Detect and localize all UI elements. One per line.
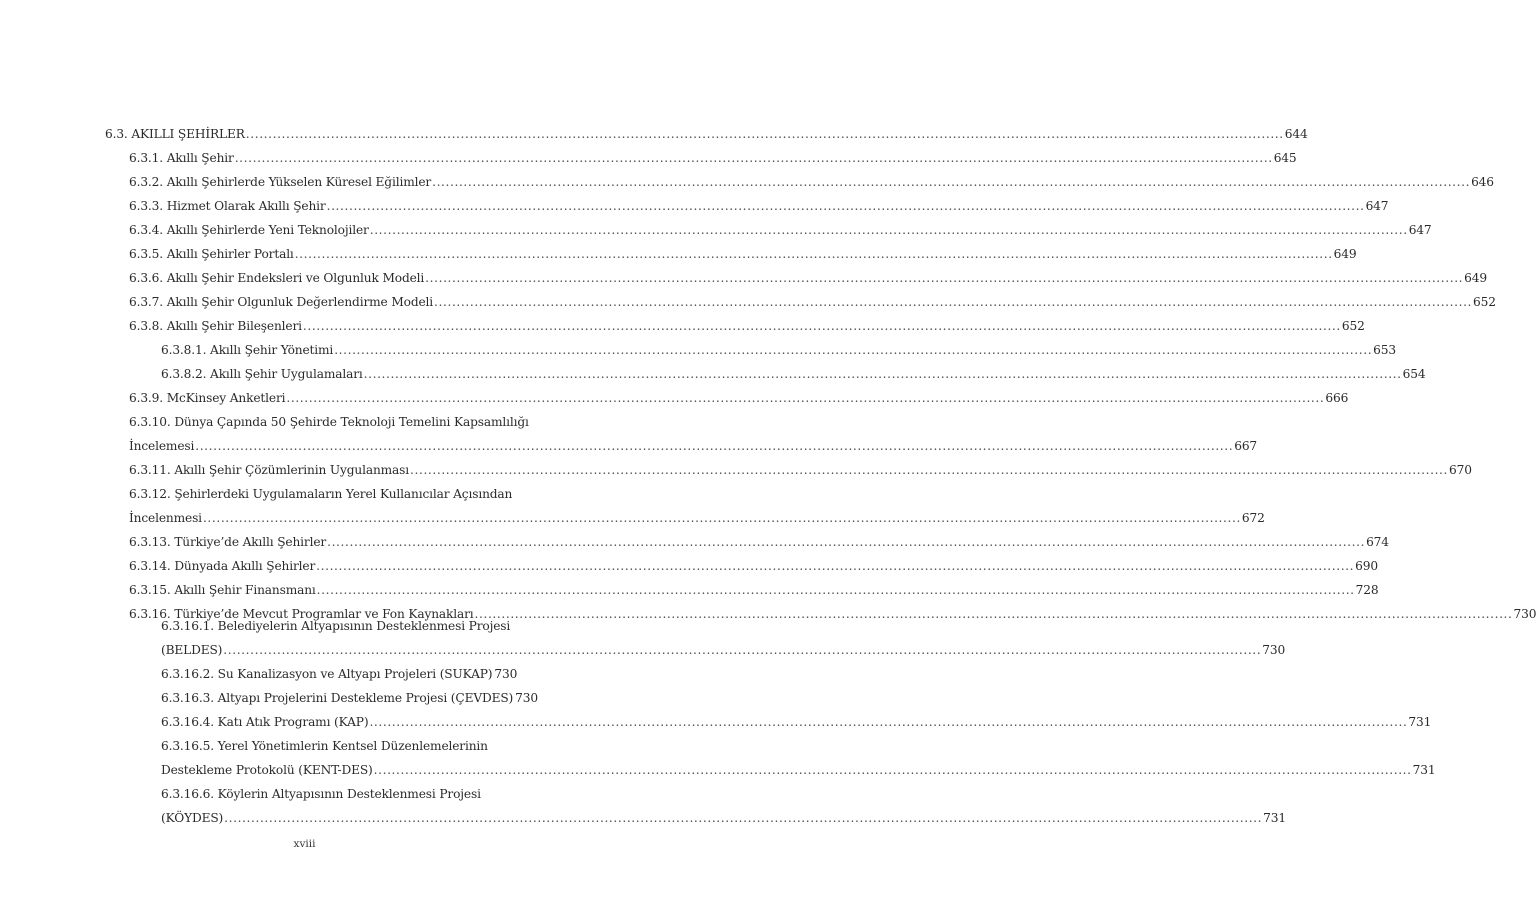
toc-entry[interactable]: [129, 578, 1379, 602]
toc-entry[interactable]: [129, 554, 1378, 578]
toc-entry-title-continued: İncelenmesi: [129, 511, 202, 525]
toc-entry[interactable]: [129, 242, 1357, 266]
toc-entry-title: 6.3.9. McKinsey Anketleri: [129, 391, 286, 405]
dot-leader: [425, 266, 1463, 290]
toc-entry-title-continued: İncelemesi: [129, 439, 195, 453]
toc-page-number: 645: [1273, 151, 1297, 165]
dot-leader: [370, 218, 1408, 242]
dot-leader: [235, 146, 1273, 170]
dot-leader: [364, 362, 1402, 386]
toc-entry-title: 6.3.3. Hizmet Olarak Akıllı Şehir: [129, 199, 326, 213]
toc-entry[interactable]: [129, 194, 1389, 218]
dot-leader: [334, 338, 1372, 362]
toc-entry[interactable]: [129, 386, 1349, 410]
dot-leader: [327, 530, 1365, 554]
toc-page-number: 672: [1241, 511, 1265, 525]
toc-entry-title: 6.3.2. Akıllı Şehirlerde Yükselen Küresel Eğilimler: [129, 175, 432, 189]
toc-page-number: 731: [1263, 811, 1286, 825]
toc-entry-title: 6.3.6. Akıllı Şehir Endeksleri ve Olgunluk Modeli: [129, 271, 425, 285]
toc-entry-title: 6.3.15. Akıllı Şehir Finansmanı: [129, 583, 316, 597]
toc-entry[interactable]: [129, 266, 1487, 290]
toc-page-number: 730: [494, 667, 518, 681]
toc-page-number: 730: [1513, 607, 1536, 621]
toc-page-number: 666: [1325, 391, 1349, 405]
toc-entry-title: 6.3.16.5. Yerel Yönetimlerin Kentsel Düzenlemelerinin: [161, 739, 488, 753]
toc-entry-title: 6.3.16.6. Köylerin Altyapısının Desteklenmesi Projesi: [161, 787, 481, 801]
toc-entry[interactable]: [129, 458, 1472, 482]
toc-entry[interactable]: [161, 710, 1432, 734]
toc-page-number: 644: [1284, 127, 1308, 141]
toc-entry[interactable]: [129, 530, 1389, 554]
toc-entry[interactable]: [161, 782, 1286, 830]
dot-leader: [434, 290, 1472, 314]
toc-page-number: 731: [1408, 715, 1432, 729]
dot-leader: [475, 602, 1513, 626]
toc-entry-title: 6.3. AKILLI ŞEHİRLER: [105, 127, 245, 141]
toc-entry-title: 6.3.14. Dünyada Akıllı Şehirler: [129, 559, 316, 573]
dot-leader: [246, 122, 1284, 146]
toc-page-number: 730: [1262, 643, 1286, 657]
toc-entry-title: 6.3.13. Türkiye’de Akıllı Şehirler: [129, 535, 327, 549]
dot-leader: [369, 710, 1407, 734]
dot-leader: [410, 458, 1448, 482]
toc-page-number: 690: [1355, 559, 1378, 573]
dot-leader: [295, 242, 1333, 266]
toc-entry[interactable]: [129, 410, 1258, 458]
toc-page-number: 653: [1373, 343, 1396, 357]
toc-entry-title: 6.3.4. Akıllı Şehirlerde Yeni Teknolojiler: [129, 223, 369, 237]
dot-leader: [195, 434, 1233, 458]
toc-entry[interactable]: [105, 122, 1308, 146]
toc-entry-title-continued: Destekleme Protokolü (KENT-DES): [161, 763, 373, 777]
toc-entry[interactable]: [161, 338, 1396, 362]
dot-leader: [224, 806, 1262, 830]
dot-leader: [374, 758, 1412, 782]
toc-page-number: 646: [1471, 175, 1494, 189]
toc-page-number: 667: [1234, 439, 1258, 453]
toc-page-number: 649: [1464, 271, 1487, 285]
toc-page-number: 674: [1366, 535, 1389, 549]
toc-entry-title: 6.3.10. Dünya Çapında 50 Şehirde Teknoloji Temelini Kapsamlılığı: [129, 415, 529, 429]
dot-leader: [203, 506, 1241, 530]
toc-entry[interactable]: [129, 218, 1432, 242]
dot-leader: [432, 170, 1470, 194]
toc-entry-title: 6.3.16.2. Su Kanalizasyon ve Altyapı Projeleri (SUKAP): [161, 667, 493, 681]
toc-entry-title: 6.3.5. Akıllı Şehirler Portalı: [129, 247, 294, 261]
toc-page-number: 731: [1412, 763, 1436, 777]
toc-page-number: 670: [1449, 463, 1472, 477]
toc-entry-title: 6.3.12. Şehirlerdeki Uygulamaların Yerel Kullanıcılar Açısından: [129, 487, 513, 501]
toc-entry-title: 6.3.16.1. Belediyelerin Altyapısının Desteklenmesi Projesi: [161, 619, 511, 633]
dot-leader: [303, 314, 1341, 338]
toc-page-number: 728: [1355, 583, 1379, 597]
dot-leader: [317, 578, 1355, 602]
toc-entry-title: 6.3.7. Akıllı Şehir Olgunluk Değerlendirme Modeli: [129, 295, 434, 309]
dot-leader: [223, 638, 1261, 662]
toc-entry-title: 6.3.11. Akıllı Şehir Çözümlerinin Uygulanması: [129, 463, 410, 477]
toc-entry[interactable]: [161, 614, 1286, 662]
toc-entry-title: 6.3.8. Akıllı Şehir Bileşenleri: [129, 319, 302, 333]
toc-page-number: 654: [1402, 367, 1426, 381]
page-number: xviii: [293, 838, 316, 850]
dot-leader: [286, 386, 1324, 410]
toc-entry[interactable]: [129, 314, 1365, 338]
toc-entry[interactable]: [161, 686, 538, 710]
toc-entry-title: 6.3.16.3. Altyapı Projelerini Destekleme Projesi (ÇEVDES): [161, 691, 514, 705]
toc-entry-title: 6.3.16.4. Katı Atık Programı (KAP): [161, 715, 369, 729]
dot-leader: [316, 554, 1354, 578]
toc-entry-title-continued: (KÖYDES): [161, 811, 224, 825]
toc-entry[interactable]: [129, 290, 1496, 314]
toc-entry-title: 6.3.8.1. Akıllı Şehir Yönetimi: [161, 343, 334, 357]
toc-page-number: 730: [515, 691, 538, 705]
toc-page-number: 647: [1365, 199, 1389, 213]
toc-entry-title: 6.3.1. Akıllı Şehir: [129, 151, 234, 165]
toc-entry[interactable]: [129, 482, 1265, 530]
toc-page-number: 647: [1408, 223, 1432, 237]
toc-page-number: 652: [1341, 319, 1365, 333]
dot-leader: [327, 194, 1365, 218]
toc-entry[interactable]: [129, 146, 1297, 170]
toc-entry[interactable]: [161, 362, 1426, 386]
toc-entry-title-continued: (BELDES): [161, 643, 223, 657]
toc-page-number: 649: [1333, 247, 1357, 261]
toc-page-number: 652: [1473, 295, 1496, 309]
toc-entry[interactable]: [161, 734, 1436, 782]
toc-entry-title: 6.3.16. Türkiye’de Mevcut Programlar ve Fon Kaynakları: [129, 607, 474, 621]
toc-entry[interactable]: [129, 170, 1494, 194]
toc-entry[interactable]: [161, 662, 518, 686]
toc-entry-title: 6.3.8.2. Akıllı Şehir Uygulamaları: [161, 367, 363, 381]
